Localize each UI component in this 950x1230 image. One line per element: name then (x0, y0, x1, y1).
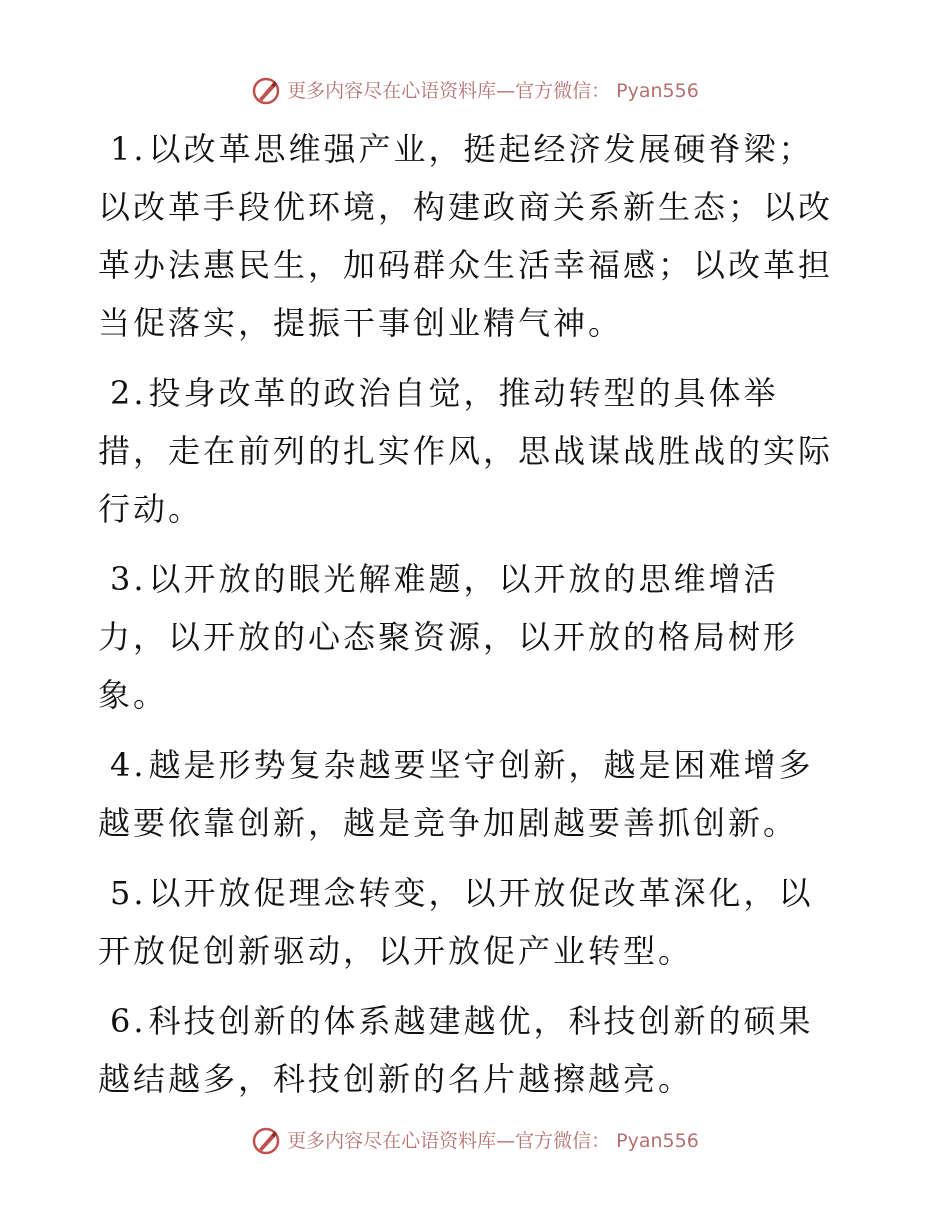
paragraph-6 (98, 992, 838, 1108)
document-body (98, 120, 838, 1120)
footer-banner (0, 1126, 950, 1156)
paragraph-number: 4. (110, 746, 147, 784)
paragraph-3 (98, 550, 838, 724)
paragraph-text: 投身改革的政治自觉，推动转型的具体举措，走在前列的扎实作风，思战谋战胜战的实际行动。 (98, 374, 834, 528)
paragraph-text: 以改革思维强产业，挺起经济发展硬脊梁；以改革手段优环境，构建政商关系新生态；以改革办法惠民生，加码群众生活幸福感；以改革担当促落实，提振干事创业精气神。 (98, 130, 834, 342)
paragraph-4 (98, 736, 838, 852)
pen-in-circle-icon (251, 76, 281, 106)
paragraph-5 (98, 864, 838, 980)
paragraph-number: 3. (110, 560, 147, 598)
header-banner (0, 76, 950, 106)
paragraph-text: 科技创新的体系越建越优，科技创新的硕果越结越多，科技创新的名片越擦越亮。 (98, 1002, 814, 1098)
paragraph-number: 6. (110, 1002, 147, 1040)
paragraph-number: 5. (110, 874, 147, 912)
banner-text: 更多内容尽在心语资料库—官方微信： (287, 80, 611, 102)
paragraph-1 (98, 120, 838, 352)
pen-in-circle-icon (251, 1126, 281, 1156)
paragraph-text: 以开放的眼光解难题，以开放的思维增活力，以开放的心态聚资源，以开放的格局树形象。 (98, 560, 799, 714)
banner-text: 更多内容尽在心语资料库—官方微信： (287, 1130, 611, 1152)
banner-wechat-id: Pyan556 (616, 1130, 699, 1152)
banner-wechat-id: Pyan556 (616, 80, 699, 102)
paragraph-text: 越是形势复杂越要坚守创新，越是困难增多越要依靠创新，越是竞争加剧越要善抓创新。 (98, 746, 814, 842)
paragraph-text: 以开放促理念转变，以开放促改革深化，以开放促创新驱动，以开放促产业转型。 (98, 874, 814, 970)
paragraph-2 (98, 364, 838, 538)
paragraph-number: 1. (110, 130, 147, 168)
paragraph-number: 2. (110, 374, 147, 412)
